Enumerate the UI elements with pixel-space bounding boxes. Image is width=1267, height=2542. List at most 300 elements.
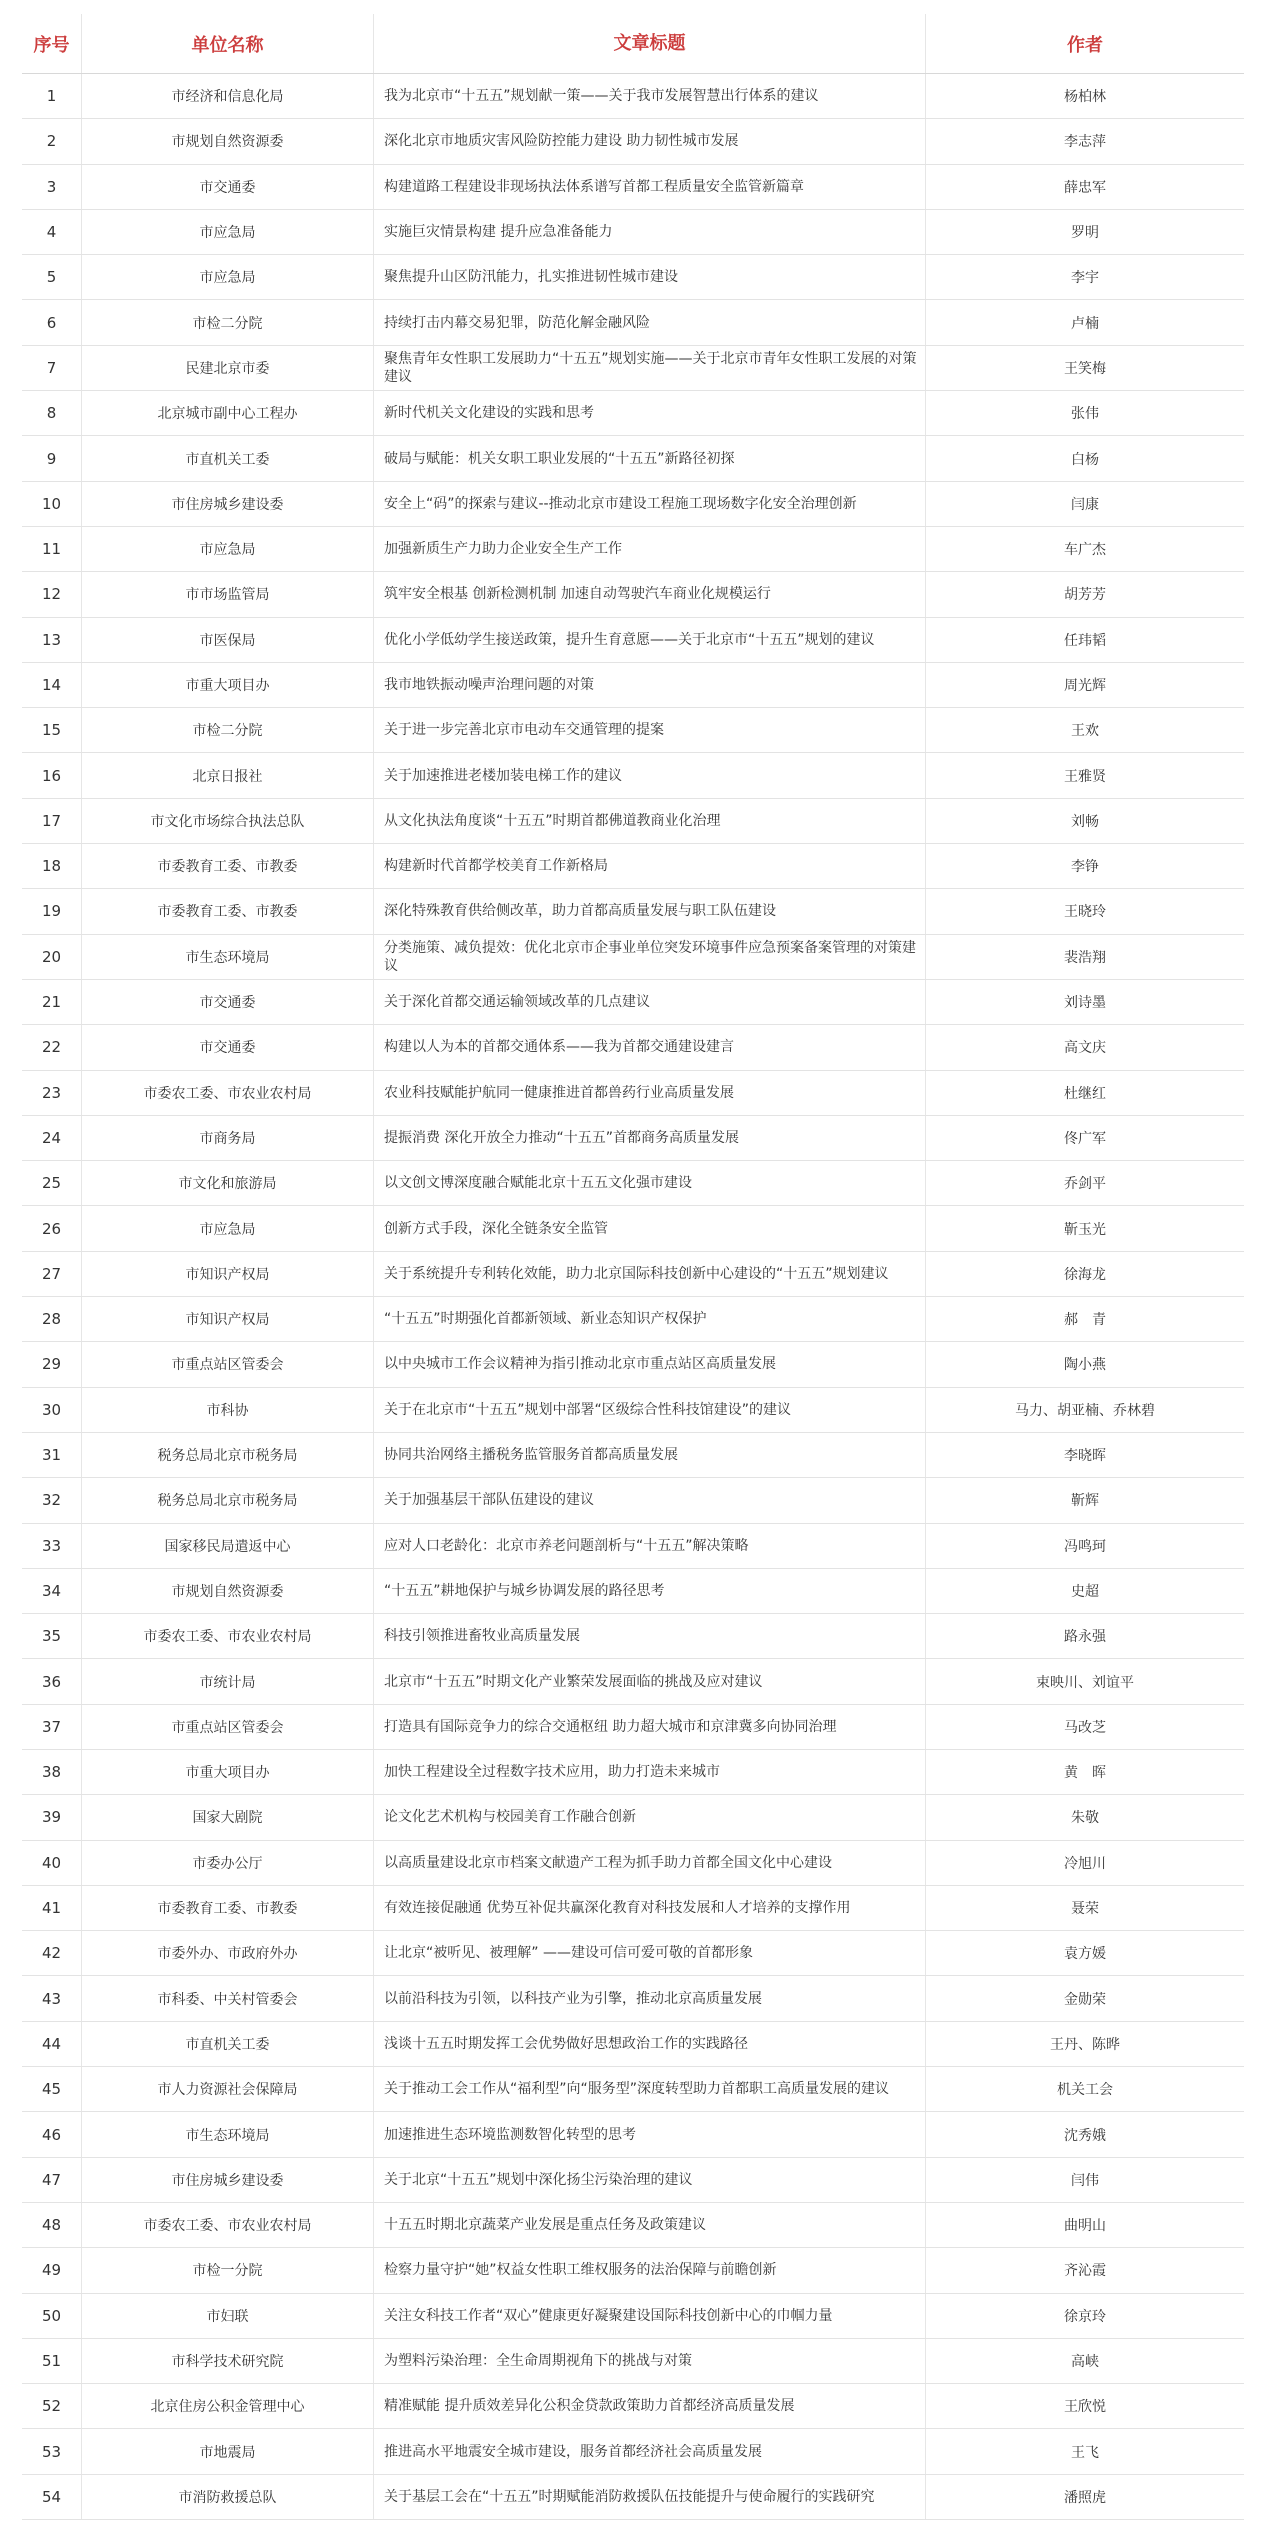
- row-title-text: 以中央城市工作会议精神为指引推动北京市重点站区高质量发展: [384, 1356, 776, 1373]
- table-row: [22, 2158, 1244, 2203]
- row-no: 46: [22, 2112, 82, 2156]
- row-no: 4: [22, 210, 82, 254]
- row-title-text: 关于推动工会工作从“福利型”向“服务型”深度转型助力首都职工高质量发展的建议: [384, 2081, 890, 2098]
- table-row: [22, 935, 1244, 980]
- row-unit: 市重点站区管委会: [82, 1342, 374, 1386]
- table-row: [22, 2429, 1244, 2474]
- row-no: 54: [22, 2475, 82, 2519]
- row-title-text: 加快工程建设全过程数字技术应用，助力打造未来城市: [384, 1764, 720, 1781]
- row-author: 齐沁霞: [1064, 2263, 1106, 2280]
- row-title-text: 关于北京“十五五”规划中深化扬尘污染治理的建议: [384, 2171, 693, 2188]
- row-author: 朱敬: [1071, 1810, 1099, 1827]
- row-no: 48: [22, 2203, 82, 2247]
- table-row: [22, 1750, 1244, 1795]
- row-author: 高峡: [1071, 2353, 1099, 2370]
- table-row: [22, 1931, 1244, 1976]
- row-no: 11: [22, 527, 82, 571]
- row-author: 束映川、刘谊平: [1036, 1674, 1134, 1691]
- row-title: [374, 753, 926, 797]
- row-unit: 市检二分院: [82, 300, 374, 344]
- row-no: 51: [22, 2339, 82, 2383]
- table-row: [22, 1342, 1244, 1387]
- row-title-text: 北京市“十五五”时期文化产业繁荣发展面临的挑战及应对建议: [384, 1673, 763, 1690]
- row-unit: 市医保局: [82, 618, 374, 662]
- row-no: 1: [22, 74, 82, 118]
- row-no: 8: [22, 391, 82, 435]
- row-no: 42: [22, 1931, 82, 1975]
- row-unit: 市科学技术研究院: [82, 2339, 374, 2383]
- row-title-text: 提振消费 深化开放全力推动“十五五”首都商务高质量发展: [384, 1129, 739, 1146]
- row-author: 徐京玲: [1064, 2308, 1106, 2325]
- row-unit: 市科协: [82, 1388, 374, 1432]
- row-title: [374, 1433, 926, 1477]
- row-title: [374, 300, 926, 344]
- row-title: [374, 2158, 926, 2202]
- row-title: [374, 708, 926, 752]
- header-title: 文章标题: [374, 14, 926, 73]
- row-unit: 市重大项目办: [82, 663, 374, 707]
- table-row: [22, 1886, 1244, 1931]
- row-title: [374, 2294, 926, 2338]
- table-row: [22, 2067, 1244, 2112]
- row-unit: 市重点站区管委会: [82, 1705, 374, 1749]
- row-no: 20: [22, 935, 82, 979]
- row-author: 李晓晖: [1064, 1448, 1106, 1465]
- row-title-text: 以前沿科技为引领，以科技产业为引擎，推动北京高质量发展: [384, 1990, 762, 2007]
- row-title: [374, 2112, 926, 2156]
- row-unit: 市委教育工委、市教委: [82, 1886, 374, 1930]
- row-no: 3: [22, 165, 82, 209]
- row-author: 靳玉光: [1064, 1221, 1106, 1238]
- row-title: [374, 1342, 926, 1386]
- row-title: [374, 1161, 926, 1205]
- row-no: 35: [22, 1614, 82, 1658]
- row-title-text: 新时代机关文化建设的实践和思考: [384, 405, 594, 422]
- row-unit: 市消防救援总队: [82, 2475, 374, 2519]
- row-no: 29: [22, 1342, 82, 1386]
- row-title: [374, 1388, 926, 1432]
- row-title-text: 我市地铁振动噪声治理问题的对策: [384, 677, 594, 693]
- row-unit: 国家移民局遣返中心: [82, 1524, 374, 1568]
- row-author: 周光辉: [1064, 678, 1106, 694]
- row-title: [374, 1705, 926, 1749]
- row-unit: 北京城市副中心工程办: [82, 391, 374, 435]
- row-author: 袁方媛: [1064, 1946, 1106, 1963]
- row-no: 47: [22, 2158, 82, 2202]
- row-author: 罗明: [1071, 225, 1099, 242]
- row-no: 16: [22, 753, 82, 797]
- row-title: [374, 844, 926, 888]
- row-title: [374, 1795, 926, 1839]
- row-author: 潘照虎: [1064, 2489, 1106, 2506]
- row-no: 31: [22, 1433, 82, 1477]
- row-title-text: 筑牢安全根基 创新检测机制 加速自动驾驶汽车商业化规模运行: [384, 586, 771, 603]
- row-title: [374, 1478, 926, 1522]
- row-title: [374, 527, 926, 571]
- row-title: [374, 2339, 926, 2383]
- row-unit: 市重大项目办: [82, 1750, 374, 1794]
- table-row: [22, 436, 1244, 481]
- row-author: 闫康: [1071, 496, 1099, 513]
- row-author: 王晓玲: [1064, 904, 1106, 921]
- row-title-text: 安全上“码”的探索与建议--推动北京市建设工程施工现场数字化安全治理创新: [384, 495, 857, 512]
- row-title-text: 农业科技赋能护航同一健康推进首都兽药行业高质量发展: [384, 1084, 734, 1101]
- row-unit: 市科委、中关村管委会: [82, 1976, 374, 2020]
- row-author: 史超: [1071, 1583, 1099, 1600]
- row-title-text: 关于基层工会在“十五五”时期赋能消防救援队伍技能提升与使命履行的实践研究: [384, 2488, 875, 2505]
- row-author: 王丹、陈晔: [1050, 2036, 1120, 2053]
- row-title: [374, 572, 926, 616]
- row-author: 杜继红: [1064, 1085, 1106, 1102]
- row-title-text: 浅谈十五五时期发挥工会优势做好思想政治工作的实践路径: [384, 2035, 748, 2052]
- row-unit: 市应急局: [82, 527, 374, 571]
- row-title: [374, 1931, 926, 1975]
- row-title-text: 深化特殊教育供给侧改革，助力首都高质量发展与职工队伍建设: [384, 903, 776, 920]
- row-title-text: 有效连接促融通 优势互补促共赢深化教育对科技发展和人才培养的支撑作用: [384, 1900, 851, 1917]
- table-body: [22, 74, 1244, 2520]
- row-title-text: 关于深化首都交通运输领域改革的几点建议: [384, 994, 650, 1011]
- table-row: [22, 2248, 1244, 2293]
- row-title: [374, 1569, 926, 1613]
- row-author: 机关工会: [1057, 2082, 1113, 2099]
- row-title: [374, 1297, 926, 1341]
- row-unit: 市知识产权局: [82, 1252, 374, 1296]
- row-unit: 市委农工委、市农业农村局: [82, 1071, 374, 1115]
- row-title-text: 关于加速推进老楼加装电梯工作的建议: [384, 767, 622, 784]
- row-title-text: 关于进一步完善北京市电动车交通管理的提案: [384, 722, 664, 739]
- row-no: 6: [22, 300, 82, 344]
- row-unit: 税务总局北京市税务局: [82, 1478, 374, 1522]
- table-row: [22, 2475, 1244, 2520]
- row-title-text: 科技引领推进畜牧业高质量发展: [384, 1628, 580, 1645]
- header-author: 作者: [1067, 34, 1103, 56]
- table-row: [22, 1524, 1244, 1569]
- table-row: [22, 980, 1244, 1025]
- table-row: [22, 527, 1244, 572]
- row-title: [374, 482, 926, 526]
- row-no: 37: [22, 1705, 82, 1749]
- row-no: 40: [22, 1841, 82, 1885]
- table-row: [22, 1705, 1244, 1750]
- row-title-text: 推进高水平地震安全城市建设，服务首都经济社会高质量发展: [384, 2443, 762, 2460]
- table-row: [22, 2294, 1244, 2339]
- row-title: [374, 391, 926, 435]
- row-no: 49: [22, 2248, 82, 2292]
- row-author: 任玮韬: [1064, 632, 1106, 649]
- row-unit: 市委农工委、市农业农村局: [82, 2203, 374, 2247]
- row-no: 19: [22, 889, 82, 933]
- row-no: 25: [22, 1161, 82, 1205]
- row-title: [374, 1252, 926, 1296]
- row-author: 张伟: [1071, 406, 1099, 423]
- row-title-text: 精准赋能 提升质效差异化公积金贷款政策助力首都经济高质量发展: [384, 2398, 795, 2415]
- row-title: [374, 2067, 926, 2111]
- row-unit: 市规划自然资源委: [82, 1569, 374, 1613]
- row-title-text: 构建道路工程建设非现场执法体系谱写首都工程质量安全监管新篇章: [384, 178, 804, 195]
- row-no: 22: [22, 1025, 82, 1069]
- row-title: [374, 1841, 926, 1885]
- row-title: [374, 618, 926, 662]
- row-unit: 税务总局北京市税务局: [82, 1433, 374, 1477]
- row-author: 王欢: [1071, 723, 1099, 740]
- table-row: [22, 391, 1244, 436]
- row-title-text: 关于加强基层干部队伍建设的建议: [384, 1492, 594, 1509]
- row-title-text: 以高质量建设北京市档案文献遗产工程为抓手助力首都全国文化中心建设: [384, 1854, 832, 1871]
- table-row: [22, 708, 1244, 753]
- table-row: [22, 2112, 1244, 2157]
- row-no: 39: [22, 1795, 82, 1839]
- header-unit: 单位名称: [82, 14, 374, 73]
- table-row: [22, 1841, 1244, 1886]
- row-title-text: 为塑料污染治理：全生命周期视角下的挑战与对策: [384, 2352, 692, 2369]
- row-unit: 市人力资源社会保障局: [82, 2067, 374, 2111]
- table-row: [22, 1071, 1244, 1116]
- row-title: [374, 2022, 926, 2066]
- row-author: 马力、胡亚楠、乔林碧: [1015, 1402, 1155, 1419]
- row-author: 乔剑平: [1064, 1176, 1106, 1193]
- row-title-text: 打造具有国际竞争力的综合交通枢纽 助力超大城市和京津冀多向协同治理: [384, 1718, 837, 1735]
- row-unit: 国家大剧院: [82, 1795, 374, 1839]
- row-title-text: 实施巨灾情景构建 提升应急准备能力: [384, 224, 613, 241]
- table-row: [22, 1569, 1244, 1614]
- row-no: 18: [22, 844, 82, 888]
- table-row: [22, 255, 1244, 300]
- table-row: [22, 1297, 1244, 1342]
- row-title: [374, 436, 926, 480]
- row-title: [374, 74, 926, 118]
- row-unit: 市经济和信息化局: [82, 74, 374, 118]
- row-title-text: 协同共治网络主播税务监管服务首都高质量发展: [384, 1447, 678, 1464]
- table-row: [22, 2339, 1244, 2384]
- row-title-text: 构建以人为本的首都交通体系——我为首都交通建设建言: [384, 1039, 734, 1056]
- table-row: [22, 1614, 1244, 1659]
- row-unit: 市文化市场综合执法总队: [82, 799, 374, 843]
- row-author: 马改芝: [1064, 1719, 1106, 1736]
- row-title-text: 从文化执法角度谈“十五五”时期首都佛道教商业化治理: [384, 812, 721, 829]
- row-unit: 市委农工委、市农业农村局: [82, 1614, 374, 1658]
- row-author: 高文庆: [1064, 1040, 1106, 1057]
- row-unit: 市交通委: [82, 1025, 374, 1069]
- row-no: 7: [22, 346, 82, 390]
- table-row: [22, 1116, 1244, 1161]
- table-row: [22, 165, 1244, 210]
- row-no: 36: [22, 1659, 82, 1703]
- row-unit: 民建北京市委: [82, 346, 374, 390]
- row-author: 王笑梅: [1064, 360, 1106, 377]
- row-no: 28: [22, 1297, 82, 1341]
- row-author: 李铮: [1071, 859, 1099, 876]
- table-row: [22, 210, 1244, 255]
- table-row: [22, 482, 1244, 527]
- row-unit: 市委外办、市政府外办: [82, 1931, 374, 1975]
- row-title-text: 十五五时期北京蔬菜产业发展是重点任务及政策建议: [384, 2217, 706, 2234]
- table-row: [22, 1025, 1244, 1070]
- row-author: 薛忠军: [1064, 179, 1106, 196]
- row-unit: 市委教育工委、市教委: [82, 844, 374, 888]
- table-row: [22, 1478, 1244, 1523]
- row-title: [374, 1524, 926, 1568]
- row-no: 43: [22, 1976, 82, 2020]
- row-title: [374, 1886, 926, 1930]
- table-row: [22, 74, 1244, 119]
- table-row: [22, 119, 1244, 164]
- row-author: 白杨: [1071, 451, 1099, 468]
- row-author: 王雅贤: [1064, 768, 1106, 785]
- row-unit: 市妇联: [82, 2294, 374, 2338]
- table-row: [22, 663, 1244, 708]
- row-no: 53: [22, 2429, 82, 2473]
- row-title-text: 应对人口老龄化：北京市养老问题剖析与“十五五”解决策略: [384, 1537, 749, 1554]
- row-author: 徐海龙: [1064, 1266, 1106, 1283]
- row-title-text: “十五五”耕地保护与城乡协调发展的路径思考: [384, 1582, 665, 1599]
- row-unit: 市检一分院: [82, 2248, 374, 2292]
- row-title-text: 深化北京市地质灾害风险防控能力建设 助力韧性城市发展: [384, 133, 739, 150]
- row-unit: 市直机关工委: [82, 436, 374, 480]
- row-title-text: 构建新时代首都学校美育工作新格局: [384, 858, 608, 875]
- row-unit: 市应急局: [82, 255, 374, 299]
- row-unit: 市知识产权局: [82, 1297, 374, 1341]
- row-unit: 市文化和旅游局: [82, 1161, 374, 1205]
- row-unit: 市生态环境局: [82, 935, 374, 979]
- row-title: [374, 1206, 926, 1250]
- table-row: [22, 753, 1244, 798]
- header-no: 序号: [22, 14, 82, 73]
- articles-table: [22, 14, 1244, 2520]
- table-header: [22, 14, 1244, 74]
- table-row: [22, 572, 1244, 617]
- row-unit: 市地震局: [82, 2429, 374, 2473]
- row-no: 27: [22, 1252, 82, 1296]
- table-row: [22, 799, 1244, 844]
- row-title: [374, 1750, 926, 1794]
- row-unit: 市检二分院: [82, 708, 374, 752]
- row-no: 33: [22, 1524, 82, 1568]
- row-title: [374, 980, 926, 1024]
- row-author: 陶小燕: [1064, 1357, 1106, 1374]
- row-title-text: “十五五”时期强化首都新领域、新业态知识产权保护: [384, 1311, 707, 1328]
- row-title-text: 让北京“被听见、被理解” ——建设可信可爱可敬的首都形象: [384, 1945, 753, 1962]
- row-title: [374, 1976, 926, 2020]
- table-row: [22, 844, 1244, 889]
- row-no: 34: [22, 1569, 82, 1613]
- row-unit: 市直机关工委: [82, 2022, 374, 2066]
- row-unit: 北京住房公积金管理中心: [82, 2384, 374, 2428]
- row-title-text: 检察力量守护“她”权益女性职工维权服务的法治保障与前瞻创新: [384, 2262, 777, 2279]
- row-title: [374, 119, 926, 163]
- row-author: 冷旭川: [1064, 1855, 1106, 1872]
- row-author: 王欣悦: [1064, 2399, 1106, 2416]
- row-author: 佟广军: [1064, 1130, 1106, 1147]
- row-title: [374, 2248, 926, 2292]
- table-row: [22, 2203, 1244, 2248]
- row-no: 41: [22, 1886, 82, 1930]
- row-title-text: 论文化艺术机构与校园美育工作融合创新: [384, 1809, 636, 1826]
- row-title-text: 破局与赋能：机关女职工职业发展的“十五五”新路径初探: [384, 450, 735, 467]
- row-title: [374, 165, 926, 209]
- table-row: [22, 1795, 1244, 1840]
- row-no: 5: [22, 255, 82, 299]
- row-no: 26: [22, 1206, 82, 1250]
- row-author: 冯鸣珂: [1064, 1538, 1106, 1555]
- row-author: 胡芳芳: [1064, 587, 1106, 604]
- row-title-text: 创新方式手段，深化全链条安全监管: [384, 1220, 608, 1237]
- row-author: 车广杰: [1064, 542, 1106, 559]
- row-title-text: 以文创文博深度融合赋能北京十五五文化强市建设: [384, 1175, 692, 1192]
- row-title: [374, 210, 926, 254]
- row-title: [374, 1071, 926, 1115]
- row-title: [374, 2203, 926, 2247]
- row-no: 30: [22, 1388, 82, 1432]
- row-title-text: 加强新质生产力助力企业安全生产工作: [384, 541, 622, 558]
- row-unit: 市统计局: [82, 1659, 374, 1703]
- row-title-text: 加速推进生态环境监测数智化转型的思考: [384, 2126, 636, 2143]
- row-unit: 市住房城乡建设委: [82, 482, 374, 526]
- table-row: [22, 1433, 1244, 1478]
- table-row: [22, 1252, 1244, 1297]
- row-title: [374, 2429, 926, 2473]
- row-title-text: 持续打击内幕交易犯罪，防范化解金融风险: [384, 314, 650, 331]
- row-author: 闫伟: [1071, 2172, 1099, 2189]
- table-row: [22, 1388, 1244, 1433]
- row-no: 50: [22, 2294, 82, 2338]
- row-unit: 市住房城乡建设委: [82, 2158, 374, 2202]
- table-row: [22, 889, 1244, 934]
- table-row: [22, 2384, 1244, 2429]
- row-author: 路永强: [1064, 1629, 1106, 1646]
- row-title: [374, 1659, 926, 1703]
- row-title: [374, 255, 926, 299]
- row-title: [374, 2475, 926, 2519]
- table-row: [22, 618, 1244, 663]
- row-unit: 市交通委: [82, 165, 374, 209]
- row-unit: 市规划自然资源委: [82, 119, 374, 163]
- row-no: 52: [22, 2384, 82, 2428]
- row-title-text: 关于在北京市“十五五”规划中部署“区级综合性科技馆建设”的建议: [384, 1401, 792, 1418]
- row-unit: 市应急局: [82, 210, 374, 254]
- row-author: 曲明山: [1064, 2218, 1106, 2235]
- table-row: [22, 2022, 1244, 2067]
- row-no: 45: [22, 2067, 82, 2111]
- row-unit: 北京日报社: [82, 753, 374, 797]
- row-title: [374, 663, 926, 707]
- row-author: 李志萍: [1064, 134, 1106, 151]
- row-author: 靳辉: [1071, 1493, 1099, 1510]
- row-author: 李宇: [1071, 270, 1099, 287]
- row-unit: 市生态环境局: [82, 2112, 374, 2156]
- row-unit: 市市场监管局: [82, 572, 374, 616]
- row-title: [374, 889, 926, 933]
- row-no: 17: [22, 799, 82, 843]
- row-title-text: 聚焦提升山区防汛能力，扎实推进韧性城市建设: [384, 269, 678, 286]
- row-title: [374, 2384, 926, 2428]
- table-row: [22, 346, 1244, 391]
- row-unit: 市交通委: [82, 980, 374, 1024]
- row-title: [374, 346, 926, 390]
- row-title-text: 关注女科技工作者“双心”健康更好凝聚建设国际科技创新中心的巾帼力量: [384, 2307, 833, 2324]
- row-author: 刘畅: [1071, 813, 1099, 830]
- row-title-text: 聚焦青年女性职工发展助力“十五五”规划实施——关于北京市青年女性职工发展的对策建议: [384, 350, 917, 385]
- row-title: [374, 1116, 926, 1160]
- row-author: 黄 晖: [1064, 1765, 1106, 1782]
- row-title: [374, 935, 926, 979]
- row-no: 12: [22, 572, 82, 616]
- row-author: 卢楠: [1071, 315, 1099, 332]
- row-no: 32: [22, 1478, 82, 1522]
- row-title-text: 关于系统提升专利转化效能，助力北京国际科技创新中心建设的“十五五”规划建议: [384, 1265, 889, 1282]
- row-no: 21: [22, 980, 82, 1024]
- row-unit: 市委教育工委、市教委: [82, 889, 374, 933]
- row-author: 聂荣: [1071, 1901, 1099, 1918]
